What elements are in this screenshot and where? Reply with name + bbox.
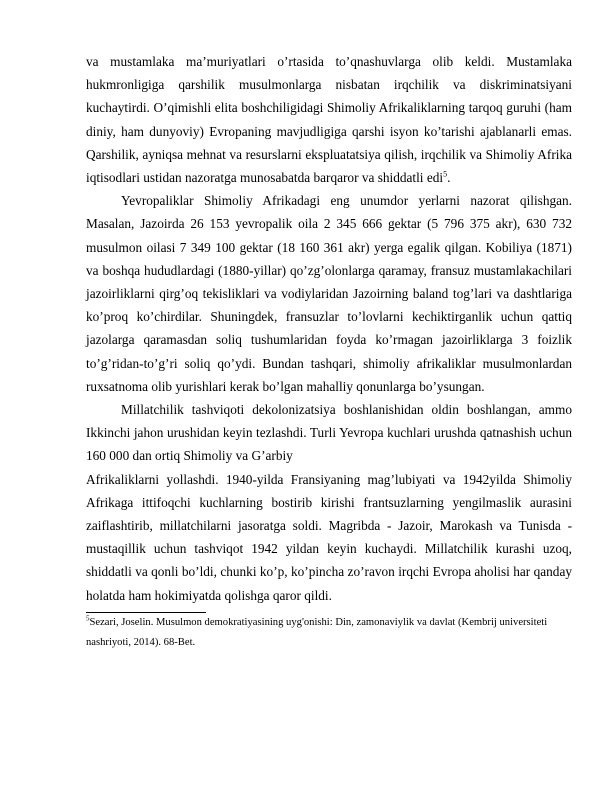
footnote-reference[interactable]: 5 [443,169,448,179]
paragraph-1-text: va mustamlaka ma’muriyatlari o’rtasida to’qnashuvlarga olib keldi. Mustamlaka hukmronligiga qarshilik musulmonlarga nisbatan irqchilik va diskriminatsiyani kuchaytirdi. O’qimishli elita boshchiligidagi Shimoliy Afrikaliklarning tarqoq guruhi (ham diniy, ham dunyoviy) Evropaning mavjudligiga qarshi isyon ko’tarishi ajablanarli emas. Qarshilik, ayniqsa mehnat va resurslarni ekspluatatsiya qilish, irqchilik va Shimoliy Afrika iqtisodlari ustidan nazoratga munosabatda barqaror va shiddatli edi [86,54,572,186]
paragraph-1 [86,50,572,189]
footnote-text: Sezari, Joselin. Musulmon demokratiyasining uyg'onishi: Din, zamonaviylik va davlat (Kembrij universiteti nashriyoti, 2014). 68-Bet. [86,616,548,648]
paragraph-3: Millatchilik tashviqoti dekolonizatsiya boshlanishidan oldin boshlangan, ammo Ikkinchi jahon urushidan keyin tezlashdi. Turli Yevropa kuchlari urushda qatnashish uchun 160 000 dan ortiq Shimoliy va G’arbiy [86,402,572,464]
paragraph-4: Afrikaliklarni yollashdi. 1940-yilda Fransiyaning mag’lubiyati va 1942yilda Shimoliy Afrikaga ittifoqchi kuchlarning bostirib kirishi frantsuzlarning yengilmaslik aurasini zaiflashtirib, millatchilarni jasoratga soldi. Magribda - Jazoir, Marokash va Tunisda - mustaqillik uchun tashviqot 1942 yildan keyin kuchaydi. Millatchilik kurashi uzoq, shiddatli va qonli bo’ldi, chunki ko’p, ko’pincha zo’ravon irqchi Evropa aholisi har qanday holatda ham hokimiyatda qolishga qaror qildi. [86,471,572,603]
document-page [86,50,572,653]
footnote [86,613,572,653]
paragraph-2: Yevropaliklar Shimoliy Afrikadagi eng unumdor yerlarni nazorat qilishgan. Masalan, Jazoirda 26 153 yevropalik oila 2 345 666 gektar (5 796 375 akr), 630 732 musulmon oilasi 7 349 100 gektar (18 160 361 akr) yerga egalik qilgan. Kobiliya (1871) va boshqa hududlardagi (1880-yillar) qo’zg’olonlarga qaramay, fransuz mustamlakachilari jazoirliklarni qirg’oq tekisliklari va vodiylaridan Jazoirning baland tog’lari va dashtlariga ko’proq ko’chirdilar. Shuningdek, fransuzlar to’lovlarni kechiktirganlik uchun qattiq jazolarga qaramasdan soliq tushumlaridan foyda ko’rmagan jazoirliklarga 3 foizlik to’g’ridan-to’g’ri soliq qo’ydi. Bundan tashqari, shimoliy afrikaliklar musulmonlardan ruxsatnoma olib yurishlari kerak bo’lgan mahalliy qonunlarga bo’ysungan. [86,193,572,394]
footnote-number: 5 [86,614,90,623]
paragraph-1-end: . [447,170,451,186]
